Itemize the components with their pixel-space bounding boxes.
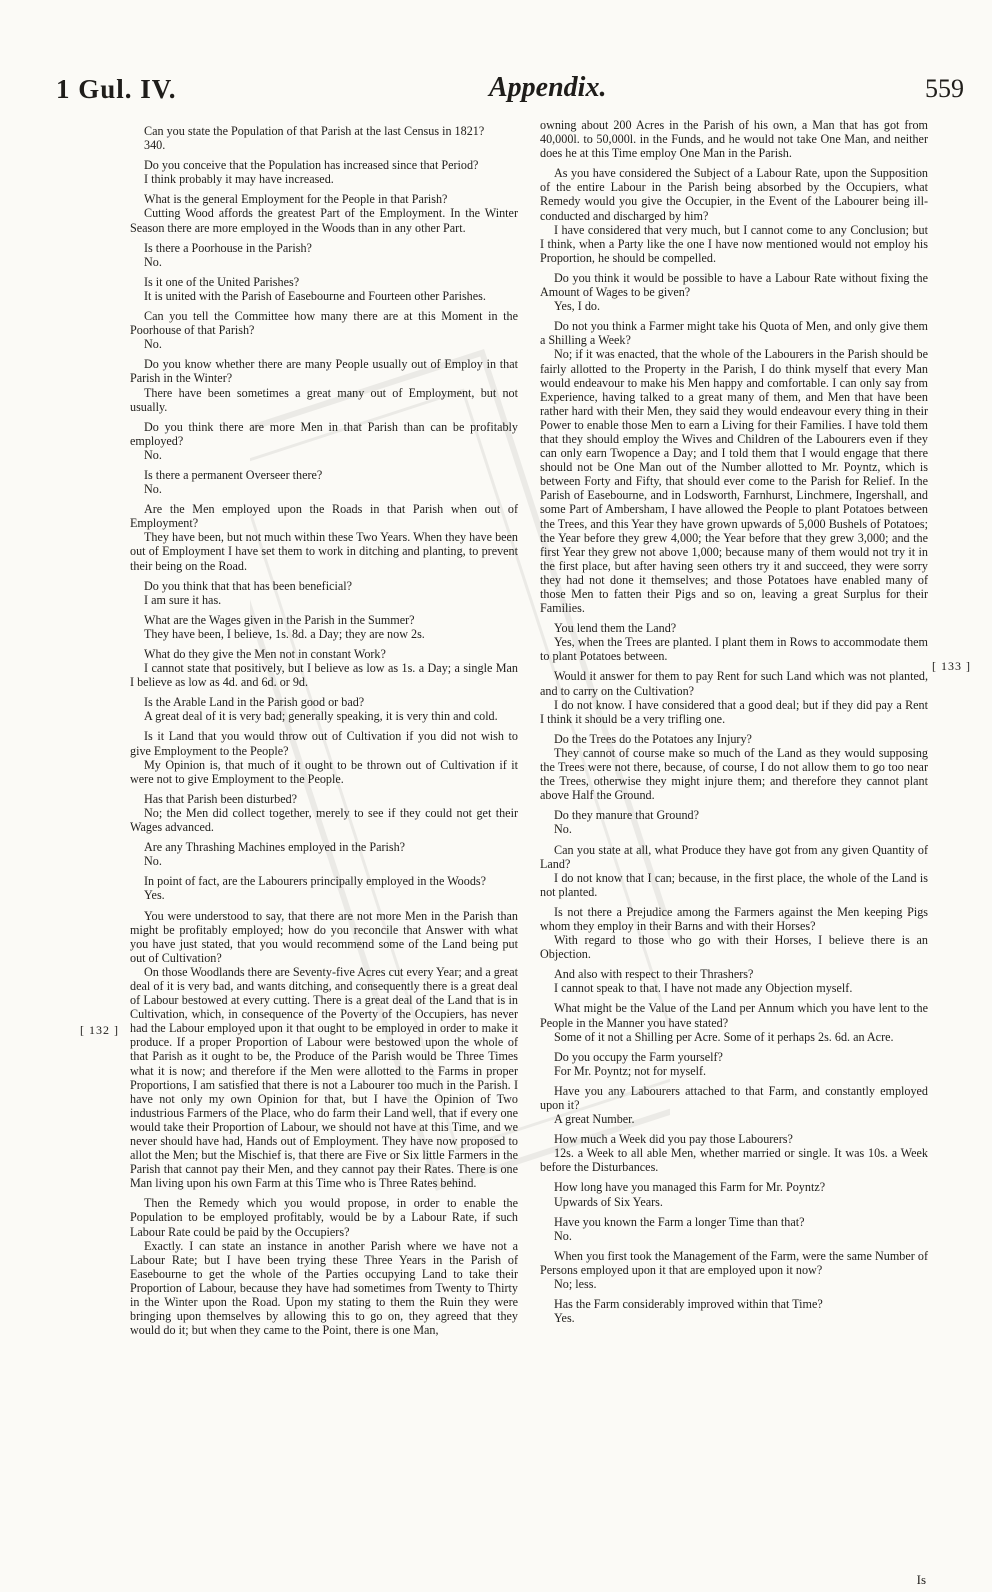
answer-paragraph: On those Woodlands there are Seventy-five Acres cut every Year; and a great deal of it is very bad, and wants ditching, and consequently there is a great deal of Labour bestowed at every cutting. There is a great deal of the Land that is in Cultivation, which, in consequence of the Poverty of the Occupiers, has never had the Labour employed upon it that ought to be employed in order to make it produce. If a proper Proportion of Labour were bestowed upon the whole of that Parish as it ought to be, the Produce of the Parish would be Three Times what it is now; and therefore if the Men were allotted to the Farms in proper Proportions, I am satisfied that there is not a Labourer too much in the Parish. I have not only my own Opinion for that, but I have the Opinion of Two industrious Farmers of the Place, who do farm their Land well, that if every one would take their Proportion of Labour, we should not have at this Time, and we never should have had, Hands out of Employment. They have now proposed to allot the Men; but the Mischief is, that there are Five or Six little Farmers in the Parish that cannot pay their Men, and they cannot pay their Rates. There is one Man living upon his own Farm at this Time who is Three Rates behind. <box>130 964 519 1191</box>
answer-paragraph: 340. <box>144 138 166 153</box>
running-head-title: Appendix. <box>489 72 607 103</box>
left-column <box>130 118 518 1337</box>
answer-paragraph: No. <box>144 337 162 352</box>
answer-paragraph: Yes. <box>554 1311 575 1326</box>
question-paragraph: Do the Trees do the Potatoes any Injury? <box>554 731 752 746</box>
answer-paragraph: 12s. a Week to all able Men, whether married or single. It was 10s. a Week before the Disturbances. <box>540 1146 928 1175</box>
question-paragraph: Are any Thrashing Machines employed in the Parish? <box>144 840 406 855</box>
question-paragraph: How much a Week did you pay those Labourers? <box>554 1132 793 1147</box>
right-column <box>540 118 928 1325</box>
answer-paragraph: With regard to those who go with their Horses, I believe there is an Objection. <box>540 933 928 962</box>
question-paragraph: And also with respect to their Thrashers? <box>554 967 754 982</box>
question-paragraph: As you have considered the Subject of a Labour Rate, upon the Supposition of the entire Labour in the Parish being absorbed by the Occupiers, what Remedy would you give the Occupier, in the Event of the Labourer being ill-conducted and discharged by him? <box>540 166 928 223</box>
question-paragraph: Do you conceive that the Population has increased since that Period? <box>144 158 479 173</box>
answer-paragraph: I cannot speak to that. I have not made any Objection myself. <box>554 981 853 996</box>
answer-paragraph: I do not know. I have considered that a good deal; but if they did pay a Rent I think it should be a very trifling one. <box>540 697 928 726</box>
catchword: Is <box>916 1572 926 1587</box>
question-paragraph: Do you think there are more Men in that Parish than can be profitably employed? <box>130 419 518 448</box>
answer-paragraph: No; the Men did collect together, merely to see if they could not get their Wages advanced. <box>130 805 518 835</box>
continued-paragraph: owning about 200 Acres in the Parish of his own, a Man that has got from 40,000l. to 50,000l. in the Funds, and he would not take One Man, and neither does he at this Time employ One Man in the Parish. <box>540 118 928 161</box>
question-paragraph: Has the Farm considerably improved within that Time? <box>554 1297 823 1312</box>
question-paragraph: Do you know whether there are many People usually out of Employ in that Parish in the Winter? <box>130 357 518 386</box>
question-paragraph: Are the Men employed upon the Roads in that Parish when out of Employment? <box>130 502 518 531</box>
answer-paragraph: I do not know that I can; because, in the first place, the whole of the Land is not planted. <box>540 870 928 899</box>
answer-paragraph: No; less. <box>554 1277 597 1292</box>
margin-reference-right: [ 133 ] <box>932 659 971 673</box>
answer-paragraph: No. <box>144 254 162 269</box>
question-paragraph: Can you state the Population of that Parish at the last Census in 1821? <box>144 124 485 138</box>
answer-paragraph: They cannot of course make so much of the Land as they would supposing the Trees were not there, because, of course, I do not allow them to go too near the Trees, otherwise they might injure them; and therefore they cannot plant above Half the Ground. <box>540 745 928 803</box>
answer-paragraph: A great deal of it is very bad; generally speaking, it is very thin and cold. <box>144 709 498 724</box>
question-paragraph: Is not there a Prejudice among the Farmers against the Men keeping Pigs whom they employ in their Barns and with their Horses? <box>540 904 928 933</box>
question-paragraph: When you first took the Management of the Farm, were the same Number of Persons employed upon it that are employed upon it now? <box>540 1248 928 1277</box>
question-paragraph: Is it one of the United Parishes? <box>144 274 300 289</box>
answer-paragraph: I think probably it may have increased. <box>144 172 334 187</box>
margin-reference-left: [ 132 ] <box>80 1023 119 1037</box>
question-paragraph: Would it answer for them to pay Rent for such Land which was not planted, and to carry on the Cultivation? <box>540 669 928 698</box>
answer-paragraph: There have been sometimes a great many out of Employment, but not usually. <box>130 385 518 414</box>
answer-paragraph: No. <box>554 822 572 837</box>
answer-paragraph: Yes, I do. <box>554 299 600 314</box>
answer-paragraph: They have been, I believe, 1s. 8d. a Day; they are now 2s. <box>144 626 425 641</box>
answer-paragraph: No. <box>144 854 162 869</box>
question-paragraph: Do you think that that has been beneficial? <box>144 578 353 593</box>
question-paragraph: Have you any Labourers attached to that Farm, and constantly employed upon it? <box>540 1083 928 1112</box>
question-paragraph: What are the Wages given in the Parish in the Summer? <box>144 612 415 627</box>
question-paragraph: Do you occupy the Farm yourself? <box>554 1049 723 1064</box>
question-paragraph: Has that Parish been disturbed? <box>144 791 298 806</box>
question-paragraph: In point of fact, are the Labourers principally employed in the Woods? <box>144 874 486 889</box>
answer-paragraph: My Opinion is, that much of it ought to be thrown out of Cultivation if it were not to give Employment to the People. <box>130 757 518 786</box>
answer-paragraph: For Mr. Poyntz; not for myself. <box>554 1063 707 1078</box>
question-paragraph: You lend them the Land? <box>554 621 677 636</box>
question-paragraph: What do they give the Men not in constant Work? <box>144 647 386 661</box>
question-paragraph: What is the general Employment for the People in that Parish? <box>144 192 448 207</box>
answer-paragraph: No. <box>554 1228 572 1243</box>
question-paragraph: Is there a Poorhouse in the Parish? <box>144 240 312 255</box>
question-paragraph: Is there a permanent Overseer there? <box>144 467 323 482</box>
answer-paragraph: I cannot state that positively, but I believe as low as 1s. a Day; a single Man I believe as low as 4d. and 6d. or 9d. <box>130 661 518 690</box>
question-paragraph: Is it Land that you would throw out of Cultivation if you did not wish to give Employment to the People? <box>130 729 518 758</box>
question-paragraph: Is the Arable Land in the Parish good or bad? <box>144 695 365 710</box>
answer-paragraph: No; if it was enacted, that the whole of the Labourers in the Parish should be fairly allotted to the Property in the Parish, I do think myself that every Man would endeavour to make his Men happy and comfortable. I can only say from Experience, having talked to a great many of them, and Men that have been rather hard with their Men, they said they would endeavour every thing in their Power to enable those Men to earn a Living for their Families. I have told them that they should employ the Wives and Children of the Labourers even if they can only earn Twopence a Day; and I told them that I would engage that there should not be One Man out of the Number allotted to Mr. Poyntz, which is between Forty and Fifty, that should ever come to the Parish for Relief. In the Parish of Easebourne, and in Lodsworth, Farnhurst, Linchmere, Ingershall, and some Part of Ambersham, I have allowed the People to plant Potatoes between the Trees, and this Year they have grown upwards of 5,000 Bushels of Potatoes; the Year before they grew 4,000; the Year before that they grew 3,000; and the first Year they grew not above 1,000; because many of them would not try it in the first place, but after having seen others try it and succeed, they were sorry they had not done it themselves; and those Potatoes have enabled many of those Men to fatten their Pigs and so on, leaving a great Surplus for their Families. <box>540 347 928 616</box>
question-paragraph: Do not you think a Farmer might take his Quota of Men, and only give them a Shilling a Week? <box>540 319 928 348</box>
running-head-session: 1 Gul. IV. <box>56 74 177 104</box>
answer-paragraph: Yes. <box>144 888 165 903</box>
answer-paragraph: They have been, but not much within these Two Years. When they have been out of Employment I have set them to work in ditching and planting, to prevent their being on the Road. <box>130 530 518 573</box>
answer-paragraph: Upwards of Six Years. <box>554 1194 663 1209</box>
answer-paragraph: It is united with the Parish of Easebourne and Fourteen other Parishes. <box>144 288 486 303</box>
answer-paragraph: I am sure it has. <box>144 592 222 607</box>
answer-paragraph: A great Number. <box>554 1112 635 1127</box>
question-paragraph: Do they manure that Ground? <box>554 808 699 823</box>
answer-paragraph: Cutting Wood affords the greatest Part of the Employment. In the Winter Season there are more employed in the Woods than in any other Part. <box>130 206 518 235</box>
question-paragraph: Do you think it would be possible to have a Labour Rate without fixing the Amount of Wages to be given? <box>540 270 928 300</box>
answer-paragraph: Exactly. I can state an instance in another Parish where we have not a Labour Rate; but I have been trying these Three Years in the Parish of Easebourne to get the whole of the Parties occupying Land to take their Proportion of Labour, because they have had sometimes from Twenty to Thirty in the Winter upon the Road. Upon my stating to them the Ruin they were bringing upon themselves by allowing this to go on, they agreed that they would do it; but when they came to the Point, there is one Man, <box>130 1238 518 1338</box>
answer-paragraph: Some of it not a Shilling per Acre. Some of it perhaps 2s. 6d. an Acre. <box>554 1029 894 1044</box>
question-paragraph: You were understood to say, that there are not more Men in the Parish than might be profitably employed; how do you reconcile that Answer with what you have just stated, that you would recommend some of the Land being put out of Cultivation? <box>130 908 518 965</box>
question-paragraph: What might be the Value of the Land per Annum which you have lent to the People in the Manner you have stated? <box>540 1001 928 1030</box>
question-paragraph: Can you state at all, what Produce they have got from any given Quantity of Land? <box>540 842 928 871</box>
answer-paragraph: I have considered that very much, but I cannot come to any Conclusion; but I think, when a Party like the one I have now mentioned would not employ his Proportion, he should be compelled. <box>540 222 928 265</box>
answer-paragraph: Yes, when the Trees are planted. I plant them in Rows to accommodate them to plant Potatoes between. <box>540 635 928 664</box>
question-paragraph: How long have you managed this Farm for Mr. Poyntz? <box>554 1180 826 1195</box>
page-number: 559 <box>925 74 964 103</box>
question-paragraph: Then the Remedy which you would propose, in order to enable the Population to be employed profitably, would be by a Labour Rate, if such Labour Rate could be paid by the Occupiers? <box>130 1196 518 1239</box>
page-header <box>34 72 964 106</box>
question-paragraph: Can you tell the Committee how many there are at this Moment in the Poorhouse of that Parish? <box>130 309 518 338</box>
answer-paragraph: No. <box>144 482 162 497</box>
answer-paragraph: No. <box>144 447 162 462</box>
question-paragraph: Have you known the Farm a longer Time than that? <box>554 1214 805 1229</box>
